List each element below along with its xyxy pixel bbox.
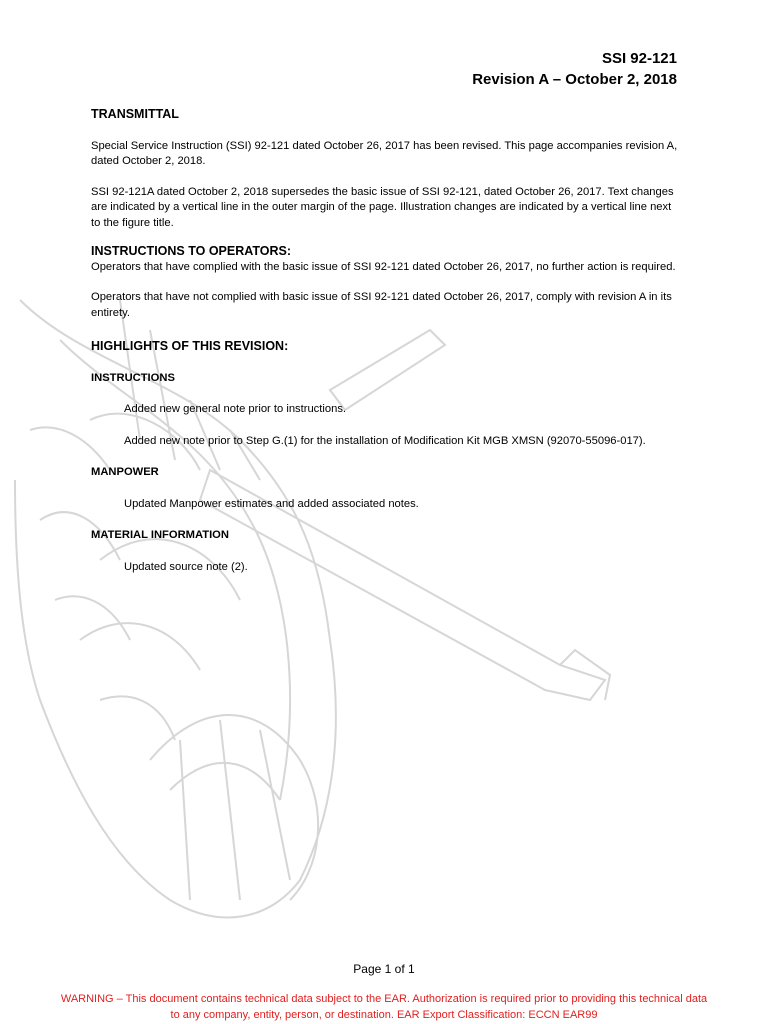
highlights-heading: HIGHLIGHTS OF THIS REVISION: xyxy=(91,339,289,353)
export-warning: WARNING – This document contains technical data subject to the EAR. Authorization is required prior to providing this technical data to any company, entity, person, or destination. EAR Export Classification: ECCN EAR99 xyxy=(60,993,708,1021)
transmittal-paragraph-2: SSI 92-121A dated October 2, 2018 supersedes the basic issue of SSI 92-121, dated October 26, 2017. Text changes are indicated by a vertical line in the outer margin of the page. Illustration changes are indicated by a vertical line next to the figure title. xyxy=(91,185,674,229)
page-number: Page 1 of 1 xyxy=(353,962,415,976)
material-subheading: MATERIAL INFORMATION xyxy=(91,529,229,541)
document-id: SSI 92-121 xyxy=(601,50,677,67)
operators-paragraph-2: Operators that have not complied with basic issue of SSI 92-121 dated October 26, 2017, comply with revision A in its entirety. xyxy=(91,291,672,319)
instructions-item-1: Added new general note prior to instructions. xyxy=(124,403,347,415)
operators-paragraph-1: Operators that have complied with the basic issue of SSI 92-121 dated October 26, 2017, no further action is required. xyxy=(91,260,676,273)
material-item-1: Updated source note (2). xyxy=(124,560,248,573)
manpower-item-1: Updated Manpower estimates and added associated notes. xyxy=(124,497,419,510)
manpower-subheading: MANPOWER xyxy=(91,466,159,478)
instructions-item-2: Added new note prior to Step G.(1) for the installation of Modification Kit MGB XMSN (92070-55096-017). xyxy=(124,434,646,447)
instructions-subheading: INSTRUCTIONS xyxy=(91,371,175,384)
transmittal-paragraph-1: Special Service Instruction (SSI) 92-121 dated October 26, 2017 has been revised. This page accompanies revision A, dated October 2, 2018. xyxy=(91,139,678,167)
transmittal-heading: TRANSMITTAL xyxy=(91,107,179,121)
revision-date: Revision A – October 2, 2018 xyxy=(472,71,677,88)
operators-heading: INSTRUCTIONS TO OPERATORS: xyxy=(91,244,292,258)
document-body xyxy=(91,107,681,575)
